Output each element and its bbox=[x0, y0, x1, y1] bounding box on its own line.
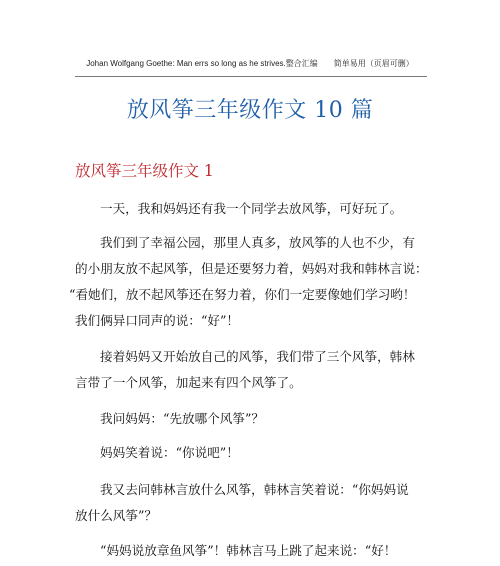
paragraph-line: 一天，我和妈妈还有我一个同学去放风筝，可好玩了。 bbox=[100, 201, 403, 216]
paragraph-line: 言带了一个风筝，加起来有四个风筝了。 bbox=[75, 375, 302, 390]
paragraph-line: “妈妈说放章鱼风筝”！韩林言马上跳了起来说：“好！ bbox=[100, 543, 397, 558]
paragraph-line: 我们俩异口同声的说：“好”！ bbox=[75, 313, 240, 328]
paragraph-line: 放什么风筝”？ bbox=[75, 508, 158, 523]
paragraph-line: “看她们，放不起风筝还在努力着，你们一定要像她们学习哟！ bbox=[69, 287, 416, 302]
paragraph-line: 妈妈笑着说：“你说吧”！ bbox=[100, 445, 239, 460]
header-note: 整合汇编 简单易用（页眉可删） bbox=[285, 59, 414, 68]
paragraph-line: 我们到了幸福公园，那里人真多，放风筝的人也不少，有 bbox=[100, 235, 415, 250]
header-quote: Johan Wolfgang Goethe: Man errs so long as he strives. bbox=[86, 59, 286, 68]
paragraph-line: 我问妈妈：“先放哪个风筝”？ bbox=[100, 411, 265, 426]
paragraph-line: 接着妈妈又开始放自己的风筝，我们带了三个风筝，韩林 bbox=[100, 349, 415, 364]
section-title: 放风筝三年级作文 1 bbox=[75, 162, 214, 180]
document-title: 放风筝三年级作文 10 篇 bbox=[126, 98, 374, 123]
header-divider bbox=[75, 76, 427, 77]
paragraph-line: 的小朋友放不起风筝，但是还要努力着，妈妈对我和韩林言说： bbox=[75, 261, 428, 276]
page-header bbox=[0, 58, 500, 70]
paragraph-line: 我又去问韩林言放什么风筝，韩林言笑着说：“你妈妈说 bbox=[100, 482, 409, 497]
